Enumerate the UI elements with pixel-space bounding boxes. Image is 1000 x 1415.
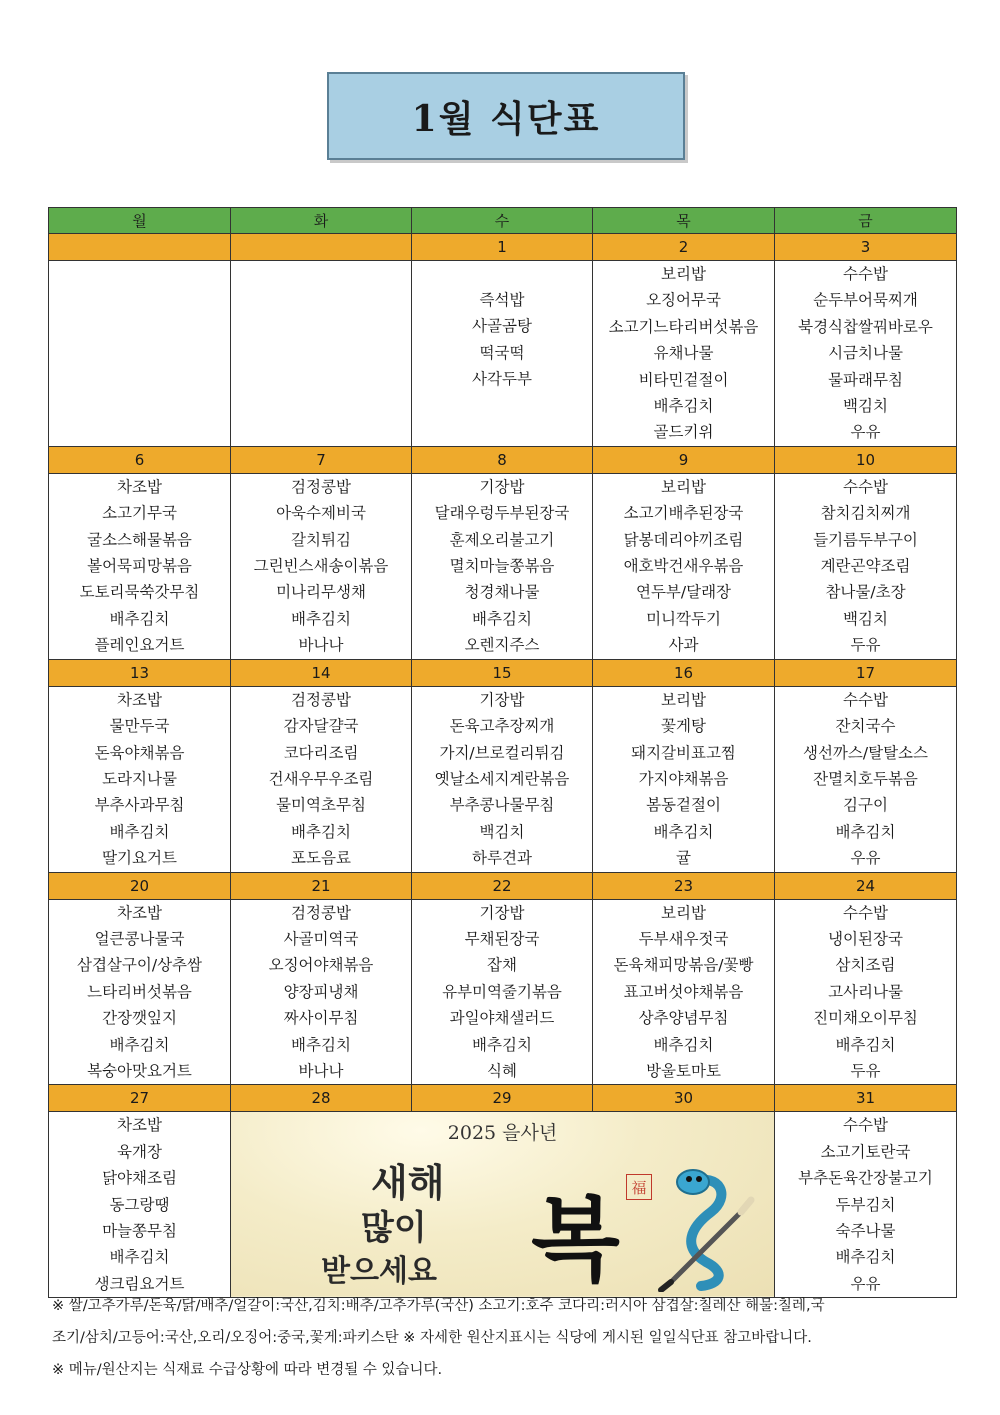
date-cell: 1 (412, 234, 593, 261)
menu-item: 바나나 (298, 1061, 344, 1080)
menu-item: 플레인요거트 (94, 636, 185, 655)
menu-list (775, 261, 956, 446)
menu-item: 수수밥 (843, 265, 888, 283)
menu-item: 배추김치 (472, 1035, 532, 1054)
date-cell: 20 (49, 872, 231, 899)
menu-item: 검정콩밥 (291, 690, 351, 709)
date-cell: 17 (775, 659, 957, 686)
menu-item: 배추김치 (291, 822, 351, 841)
menu-cell (775, 899, 957, 1085)
date-cell: 16 (593, 659, 775, 686)
menu-item: 돈육고추장찌개 (449, 717, 555, 736)
menu-item: 물미역초무침 (276, 796, 366, 815)
menu-cell (49, 473, 231, 659)
date-cell: 8 (412, 446, 593, 473)
date-row (49, 234, 957, 261)
date-cell: 27 (49, 1085, 231, 1112)
menu-item: 차조밥 (117, 1116, 162, 1135)
menu-item: 잡채 (487, 956, 517, 975)
meal-schedule-table (48, 207, 957, 1298)
bok-calligraphy: 복 (531, 1186, 620, 1295)
menu-list (49, 474, 230, 659)
menu-cell (412, 899, 593, 1085)
menu-row (49, 686, 957, 872)
menu-cell (775, 686, 957, 872)
date-cell: 30 (593, 1085, 775, 1112)
date-cell: 3 (775, 234, 957, 261)
note-line: ※ 쌀/고추가루/돈육/닭/배추/얼갈이:국산,김치:배추/고추가루(국산) 소고기:호주 코다리:러시아 삼겹살:칠레산 해물:칠레,국 (52, 1298, 825, 1314)
menu-item: 백김치 (843, 609, 888, 628)
menu-item: 시금치나물 (828, 344, 903, 363)
menu-cell (775, 261, 957, 447)
menu-cell (412, 473, 593, 659)
menu-item: 부추돈육간장불고기 (798, 1169, 933, 1188)
menu-item: 그린빈스새송이볶음 (253, 557, 389, 576)
menu-cell (593, 261, 775, 447)
menu-item: 백김치 (843, 397, 888, 416)
menu-list (593, 474, 774, 659)
menu-item: 닭봉데리야끼조림 (623, 530, 744, 549)
menu-item: 물파래무침 (828, 370, 903, 389)
date-row (49, 659, 957, 686)
date-cell: 23 (593, 872, 775, 899)
menu-item: 수수밥 (843, 690, 888, 709)
weekday-header: 월 (49, 208, 231, 234)
menu-item: 가지/브로컬리튀김 (439, 743, 565, 762)
menu-item: 굴소스해물볶음 (87, 530, 192, 549)
menu-item: 간장깻잎지 (102, 1009, 177, 1028)
new-year-greeting (231, 1112, 775, 1298)
menu-list (412, 261, 592, 393)
menu-cell (593, 473, 775, 659)
menu-item: 딸기요거트 (102, 849, 177, 868)
menu-list (775, 1112, 956, 1297)
menu-list (231, 687, 411, 872)
menu-list (231, 900, 411, 1085)
menu-list (412, 474, 592, 659)
menu-item: 부추사과무침 (94, 796, 185, 815)
menu-item: 김구이 (843, 796, 888, 815)
menu-item: 배추김치 (835, 1035, 896, 1054)
menu-cell (412, 261, 593, 447)
menu-item: 참나물/초장 (825, 583, 906, 602)
menu-item: 훈제오리불고기 (449, 530, 555, 549)
menu-item: 보리밥 (661, 477, 706, 496)
menu-item: 오징어무국 (646, 291, 721, 310)
date-cell: 28 (231, 1085, 412, 1112)
date-cell: 7 (231, 446, 412, 473)
menu-list (593, 687, 774, 872)
date-cell (49, 234, 231, 261)
menu-item: 차조밥 (117, 690, 162, 709)
menu-item: 두부김치 (835, 1195, 896, 1214)
menu-item: 배추김치 (109, 1035, 170, 1054)
menu-item: 수수밥 (843, 1116, 888, 1135)
date-cell: 31 (775, 1085, 957, 1112)
menu-cell (231, 473, 412, 659)
menu-item: 오징어야채볶음 (268, 956, 374, 975)
weekday-header: 수 (412, 208, 593, 234)
menu-item: 미나리무생채 (276, 583, 366, 602)
menu-item: 냉이된장국 (828, 929, 903, 948)
menu-item: 차조밥 (117, 903, 162, 922)
menu-item: 참치김치찌개 (820, 504, 911, 523)
menu-item: 하루견과 (472, 849, 532, 868)
menu-item: 검정콩밥 (291, 477, 351, 496)
menu-item: 연두부/달래장 (635, 583, 732, 602)
menu-item: 비타민겉절이 (638, 370, 729, 389)
greeting-line-3: 받으세요 (321, 1254, 437, 1290)
date-cell (231, 234, 412, 261)
menu-item: 귤 (676, 849, 691, 868)
greeting-year: 2025 을사년 (447, 1122, 558, 1145)
menu-item: 삼치조림 (835, 956, 896, 975)
menu-item: 가지야채볶음 (638, 769, 729, 788)
weekday-header: 목 (593, 208, 775, 234)
menu-row (49, 473, 957, 659)
date-cell: 6 (49, 446, 231, 473)
menu-item: 잔치국수 (835, 717, 896, 736)
menu-list (775, 687, 956, 872)
menu-list (49, 900, 230, 1085)
menu-item: 식혜 (487, 1061, 517, 1080)
menu-cell (231, 686, 412, 872)
menu-item: 보리밥 (661, 265, 706, 283)
menu-item: 잔멸치호두볶음 (813, 769, 918, 788)
menu-item: 무채된장국 (464, 929, 540, 948)
menu-item: 봄동겉절이 (646, 796, 721, 815)
date-cell: 13 (49, 659, 231, 686)
menu-item: 보리밥 (661, 903, 706, 922)
snake-icon (651, 1152, 761, 1292)
menu-item: 사과 (668, 636, 699, 655)
menu-item: 닭야채조림 (102, 1169, 177, 1188)
menu-item: 고사리나물 (828, 982, 903, 1001)
menu-item: 짜사이무침 (283, 1009, 359, 1028)
menu-item: 사각두부 (472, 370, 532, 389)
menu-list (412, 900, 592, 1085)
menu-cell (49, 686, 231, 872)
menu-item: 골드키위 (653, 423, 714, 442)
menu-item: 달래우렁두부된장국 (434, 504, 570, 523)
date-cell: 15 (412, 659, 593, 686)
menu-title-box (327, 72, 685, 160)
menu-item: 계란곤약조림 (820, 557, 911, 576)
menu-row (49, 261, 957, 447)
menu-cell-monday (49, 1112, 231, 1298)
date-cell: 22 (412, 872, 593, 899)
menu-row (49, 899, 957, 1085)
menu-item: 오렌지주스 (464, 636, 540, 655)
menu-item: 기장밥 (479, 903, 525, 922)
menu-item: 애호박건새우볶음 (623, 557, 744, 576)
note-line: ※ 메뉴/원산지는 식재료 수급상황에 따라 변경될 수 있습니다. (52, 1362, 443, 1378)
menu-item: 멸치마늘쫑볶음 (449, 557, 555, 576)
menu-item: 기장밥 (479, 690, 525, 709)
menu-item: 우유 (850, 423, 881, 442)
menu-cell (775, 473, 957, 659)
menu-item: 포도음료 (291, 849, 351, 868)
menu-cell (49, 899, 231, 1085)
menu-item: 감자달걀국 (283, 717, 359, 736)
menu-item: 돈육야채볶음 (94, 743, 185, 762)
menu-item: 표고버섯야채볶음 (623, 982, 744, 1001)
menu-item: 볼어묵피망볶음 (87, 557, 192, 576)
menu-cell-friday (775, 1112, 957, 1298)
menu-item: 도라지나물 (102, 769, 177, 788)
menu-item: 육개장 (117, 1142, 162, 1161)
menu-item: 사골미역국 (283, 929, 359, 948)
menu-list (775, 474, 956, 659)
menu-item: 돈육채피망볶음/꽃빵 (613, 956, 754, 975)
menu-item: 진미채오이무침 (813, 1009, 918, 1028)
menu-cell (412, 686, 593, 872)
menu-item: 얼큰콩나물국 (94, 929, 185, 948)
greeting-artwork (231, 1112, 774, 1296)
date-cell: 24 (775, 872, 957, 899)
menu-item: 배추김치 (109, 822, 170, 841)
menu-item: 즉석밥 (479, 291, 525, 309)
menu-item: 청경채나물 (464, 583, 540, 602)
menu-item: 과일야채샐러드 (449, 1009, 555, 1028)
greeting-line-1: 새해 (371, 1160, 445, 1206)
menu-list (412, 687, 592, 872)
origin-notes (52, 1290, 952, 1386)
menu-item: 숙주나물 (835, 1222, 896, 1240)
menu-item: 북경식찹쌀꿔바로우 (798, 317, 933, 336)
weekday-header: 금 (775, 208, 957, 234)
menu-item: 코다리조림 (283, 743, 359, 762)
date-cell: 29 (412, 1085, 593, 1112)
menu-item: 느타리버섯볶음 (87, 982, 192, 1001)
menu-item: 배추김치 (835, 822, 896, 841)
menu-item: 배추김치 (109, 1248, 170, 1267)
date-cell: 2 (593, 234, 775, 261)
menu-item: 소고기토란국 (820, 1142, 911, 1161)
weekday-header-row (49, 208, 957, 234)
menu-item: 소고기배추된장국 (623, 504, 744, 523)
menu-item: 차조밥 (117, 477, 162, 496)
menu-item: 배추김치 (653, 1035, 714, 1054)
menu-list (49, 687, 230, 872)
menu-item: 백김치 (479, 822, 525, 841)
menu-list (231, 474, 411, 659)
date-row (49, 872, 957, 899)
menu-list (593, 900, 774, 1085)
menu-item: 마늘쫑무침 (102, 1222, 177, 1240)
menu-item: 물만두국 (109, 717, 170, 736)
menu-item: 삼겹살구이/상추쌈 (76, 956, 202, 975)
greeting-line-2: 많이 (361, 1208, 427, 1249)
week-rows (49, 234, 957, 1085)
menu-item: 두유 (850, 1061, 881, 1080)
red-seal-stamp: 福 (626, 1174, 652, 1200)
menu-item: 바나나 (298, 636, 344, 655)
weekday-header: 화 (231, 208, 412, 234)
menu-item: 기장밥 (479, 477, 525, 496)
menu-list (775, 900, 956, 1085)
date-cell: 21 (231, 872, 412, 899)
menu-cell (593, 686, 775, 872)
menu-item: 보리밥 (661, 690, 706, 709)
menu-item: 부추콩나물무침 (449, 796, 555, 815)
menu-item: 배추김치 (653, 397, 714, 416)
menu-item: 들기름두부구이 (813, 530, 918, 549)
menu-item: 두유 (850, 636, 881, 655)
menu-item: 배추김치 (835, 1248, 896, 1267)
menu-item: 소고기무국 (102, 504, 177, 523)
last-week (49, 1085, 957, 1298)
menu-item: 복숭아맛요거트 (87, 1061, 192, 1080)
page-title: 1월 식단표 (411, 97, 601, 140)
menu-item: 양장피냉채 (283, 982, 359, 1001)
menu-item: 갈치튀김 (291, 530, 351, 549)
menu-item: 유부미역줄기볶음 (442, 982, 562, 1001)
menu-item: 수수밥 (843, 903, 888, 922)
menu-item: 생선까스/탈탈소스 (802, 743, 928, 762)
menu-cell (593, 899, 775, 1085)
menu-item: 상추양념무침 (638, 1009, 729, 1028)
menu-item: 검정콩밥 (291, 903, 351, 922)
menu-item: 떡국떡 (479, 343, 525, 362)
menu-item: 옛날소세지계란볶음 (434, 769, 570, 788)
menu-item: 배추김치 (291, 609, 351, 628)
menu-item: 방울토마토 (646, 1061, 721, 1080)
menu-item: 순두부어묵찌개 (813, 291, 918, 310)
menu-list (593, 261, 774, 446)
menu-item: 돼지갈비표고찜 (631, 743, 736, 762)
menu-list (49, 1112, 230, 1297)
menu-item: 우유 (850, 1274, 881, 1293)
menu-item: 배추김치 (291, 1035, 351, 1054)
menu-item: 우유 (850, 849, 881, 868)
menu-item: 유채나물 (653, 344, 714, 363)
date-cell: 9 (593, 446, 775, 473)
note-line: 조기/삼치/고등어:국산,오리/오징어:중국,꽃게:파키스탄 ※ 자세한 원산지표시는 식당에 게시된 일일식단표 참고바랍니다. (52, 1330, 812, 1346)
menu-item: 두부새우젓국 (638, 929, 729, 948)
menu-cell (231, 899, 412, 1085)
menu-row (49, 1112, 957, 1298)
menu-item: 아욱수제비국 (276, 504, 366, 523)
date-cell: 10 (775, 446, 957, 473)
date-row (49, 446, 957, 473)
menu-item: 배추김치 (109, 609, 170, 628)
menu-item: 생크림요거트 (94, 1274, 185, 1293)
menu-item: 도토리묵쑥갓무침 (79, 583, 200, 602)
menu-item: 미니깍두기 (646, 609, 721, 628)
menu-item: 수수밥 (843, 477, 888, 496)
menu-item: 건새우무우조림 (268, 769, 374, 788)
menu-item: 사골곰탕 (472, 317, 532, 336)
menu-item: 꽃게탕 (661, 717, 706, 736)
menu-cell (49, 261, 231, 447)
menu-item: 배추김치 (653, 822, 714, 841)
menu-item: 동그랑땡 (109, 1195, 170, 1214)
menu-item: 배추김치 (472, 609, 532, 628)
menu-item: 소고기느타리버섯볶음 (608, 317, 759, 336)
date-row (49, 1085, 957, 1112)
date-cell: 14 (231, 659, 412, 686)
menu-cell (231, 261, 412, 447)
